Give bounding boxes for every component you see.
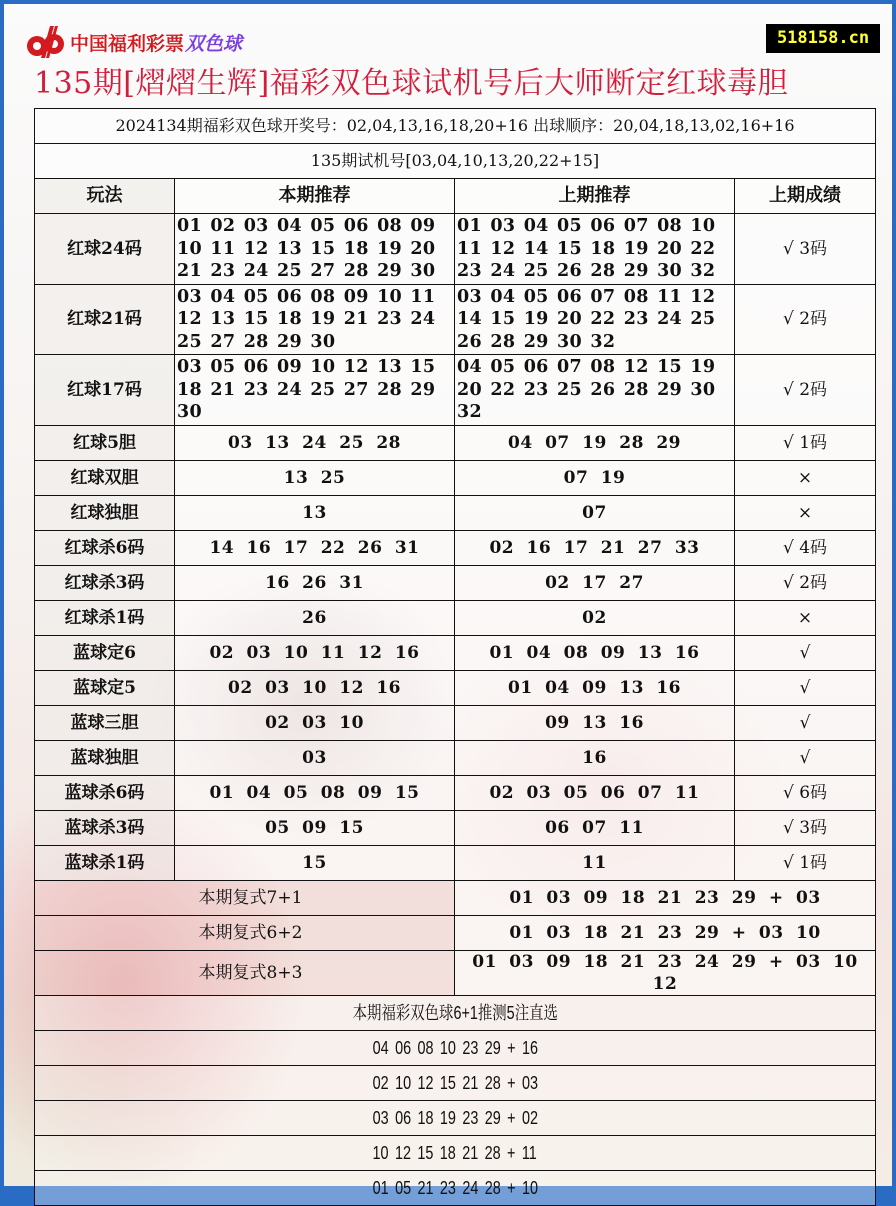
pick-numbers: 03 06 18 19 23 29 + 02 (35, 1100, 876, 1135)
result-badge: × (735, 495, 876, 530)
pick-row (35, 1135, 876, 1170)
play-label: 蓝球杀6码 (35, 775, 175, 810)
table-row (35, 600, 876, 635)
page-title: 135期[熠熠生辉]福彩双色球试机号后大师断定红球毒胆 (34, 66, 789, 101)
current-numbers: 03 04 05 06 08 09 10 11 12 13 15 18 19 21 23 24 25 27 28 29 30 (175, 284, 455, 355)
pick-row (35, 1170, 876, 1205)
welfare-lottery-logo (24, 24, 242, 60)
page-canvas (4, 4, 892, 1198)
current-numbers: 02 03 10 (175, 705, 455, 740)
current-numbers: 14 16 17 22 26 31 (175, 530, 455, 565)
result-badge: × (735, 600, 876, 635)
result-badge: √ (735, 670, 876, 705)
current-numbers: 03 13 24 25 28 (175, 425, 455, 460)
previous-numbers: 01 03 04 05 06 07 08 10 11 12 14 15 18 19 20 22 23 24 25 26 28 29 30 32 (455, 214, 735, 285)
combo-numbers: 01 03 18 21 23 29 + 03 10 (455, 915, 876, 950)
current-numbers: 05 09 15 (175, 810, 455, 845)
site-badge[interactable]: 518158.cn (766, 24, 880, 53)
previous-numbers: 04 07 19 28 29 (455, 425, 735, 460)
logo-brand-text: 中国福利彩票 (70, 32, 185, 55)
pick-row (35, 1100, 876, 1135)
previous-numbers: 02 16 17 21 27 33 (455, 530, 735, 565)
current-numbers: 13 (175, 495, 455, 530)
logo-game-text: 双色球 (185, 32, 243, 55)
column-header-previous: 上期推荐 (455, 179, 735, 214)
play-label: 蓝球三胆 (35, 705, 175, 740)
result-badge: √ 4码 (735, 530, 876, 565)
result-badge: × (735, 460, 876, 495)
previous-numbers: 01 04 08 09 13 16 (455, 635, 735, 670)
previous-numbers: 09 13 16 (455, 705, 735, 740)
current-numbers: 26 (175, 600, 455, 635)
current-numbers: 13 25 (175, 460, 455, 495)
play-label: 红球21码 (35, 284, 175, 355)
combo-row (35, 915, 876, 950)
play-label: 红球24码 (35, 214, 175, 285)
pick-numbers: 02 10 12 15 21 28 + 03 (35, 1065, 876, 1100)
table-row (35, 740, 876, 775)
table-row (35, 284, 876, 355)
combo-row (35, 880, 876, 915)
previous-numbers: 02 (455, 600, 735, 635)
trial-number: 135期试机号[03,04,10,13,20,22+15] (35, 144, 876, 179)
current-numbers: 01 04 05 08 09 15 (175, 775, 455, 810)
previous-numbers: 06 07 11 (455, 810, 735, 845)
combo-label: 本期复式6+2 (35, 915, 455, 950)
pick-numbers: 04 06 08 10 23 29 + 16 (35, 1030, 876, 1065)
pick-row (35, 1030, 876, 1065)
table-row (35, 565, 876, 600)
previous-numbers: 02 03 05 06 07 11 (455, 775, 735, 810)
combo-numbers: 01 03 09 18 21 23 24 29 + 03 10 12 (455, 950, 876, 995)
column-header-current: 本期推荐 (175, 179, 455, 214)
result-badge: √ (735, 635, 876, 670)
result-badge: √ (735, 705, 876, 740)
combo-label: 本期复式7+1 (35, 880, 455, 915)
previous-numbers: 07 19 (455, 460, 735, 495)
picks-title-row (35, 995, 876, 1030)
pick-numbers: 10 12 15 18 21 28 + 11 (35, 1135, 876, 1170)
play-label: 红球5胆 (35, 425, 175, 460)
table-row (35, 775, 876, 810)
trial-number-row (35, 144, 876, 179)
table-row (35, 670, 876, 705)
column-header-result: 上期成绩 (735, 179, 876, 214)
picks-title: 本期福彩双色球6+1推测5注直选 (35, 995, 876, 1030)
play-label: 红球双胆 (35, 460, 175, 495)
table-row (35, 355, 876, 426)
table-row (35, 530, 876, 565)
current-numbers: 03 05 06 09 10 12 13 15 18 21 23 24 25 27 28 29 30 (175, 355, 455, 426)
play-label: 蓝球杀1码 (35, 845, 175, 880)
current-numbers: 02 03 10 11 12 16 (175, 635, 455, 670)
cwl-logo-icon (24, 24, 68, 60)
pick-row (35, 1065, 876, 1100)
table-row (35, 845, 876, 880)
combo-row (35, 950, 876, 995)
current-numbers: 16 26 31 (175, 565, 455, 600)
current-numbers: 01 02 03 04 05 06 08 09 10 11 12 13 15 18 19 20 21 23 24 25 27 28 29 30 (175, 214, 455, 285)
play-label: 红球杀6码 (35, 530, 175, 565)
table-row (35, 214, 876, 285)
result-badge: √ 1码 (735, 425, 876, 460)
previous-numbers: 01 04 09 13 16 (455, 670, 735, 705)
result-badge: √ 6码 (735, 775, 876, 810)
previous-numbers: 11 (455, 845, 735, 880)
pick-numbers: 01 05 21 23 24 28 + 10 (35, 1170, 876, 1205)
draw-info: 2024134期福彩双色球开奖号：02,04,13,16,18,20+16 出球顺序：20,04,18,13,02,16+16 (35, 109, 876, 144)
previous-numbers: 03 04 05 06 07 08 11 12 14 15 19 20 22 23 24 25 26 28 29 30 32 (455, 284, 735, 355)
combo-label: 本期复式8+3 (35, 950, 455, 995)
result-badge: √ 3码 (735, 214, 876, 285)
result-badge: √ 2码 (735, 355, 876, 426)
table-row (35, 810, 876, 845)
play-label: 红球17码 (35, 355, 175, 426)
prediction-table (34, 108, 876, 1206)
previous-numbers: 16 (455, 740, 735, 775)
play-label: 蓝球独胆 (35, 740, 175, 775)
current-numbers: 15 (175, 845, 455, 880)
current-numbers: 02 03 10 12 16 (175, 670, 455, 705)
draw-info-row (35, 109, 876, 144)
previous-numbers: 04 05 06 07 08 12 15 19 20 22 23 25 26 28 29 30 32 (455, 355, 735, 426)
play-label: 红球独胆 (35, 495, 175, 530)
table-row (35, 425, 876, 460)
result-badge: √ 1码 (735, 845, 876, 880)
table-row (35, 495, 876, 530)
column-header-play: 玩法 (35, 179, 175, 214)
table-row (35, 635, 876, 670)
play-label: 红球杀1码 (35, 600, 175, 635)
result-badge: √ (735, 740, 876, 775)
play-label: 蓝球定5 (35, 670, 175, 705)
result-badge: √ 2码 (735, 565, 876, 600)
table-row (35, 460, 876, 495)
previous-numbers: 02 17 27 (455, 565, 735, 600)
table-row (35, 705, 876, 740)
play-label: 蓝球定6 (35, 635, 175, 670)
header-row (35, 179, 876, 214)
result-badge: √ 2码 (735, 284, 876, 355)
play-label: 蓝球杀3码 (35, 810, 175, 845)
play-label: 红球杀3码 (35, 565, 175, 600)
previous-numbers: 07 (455, 495, 735, 530)
current-numbers: 03 (175, 740, 455, 775)
combo-numbers: 01 03 09 18 21 23 29 + 03 (455, 880, 876, 915)
result-badge: √ 3码 (735, 810, 876, 845)
